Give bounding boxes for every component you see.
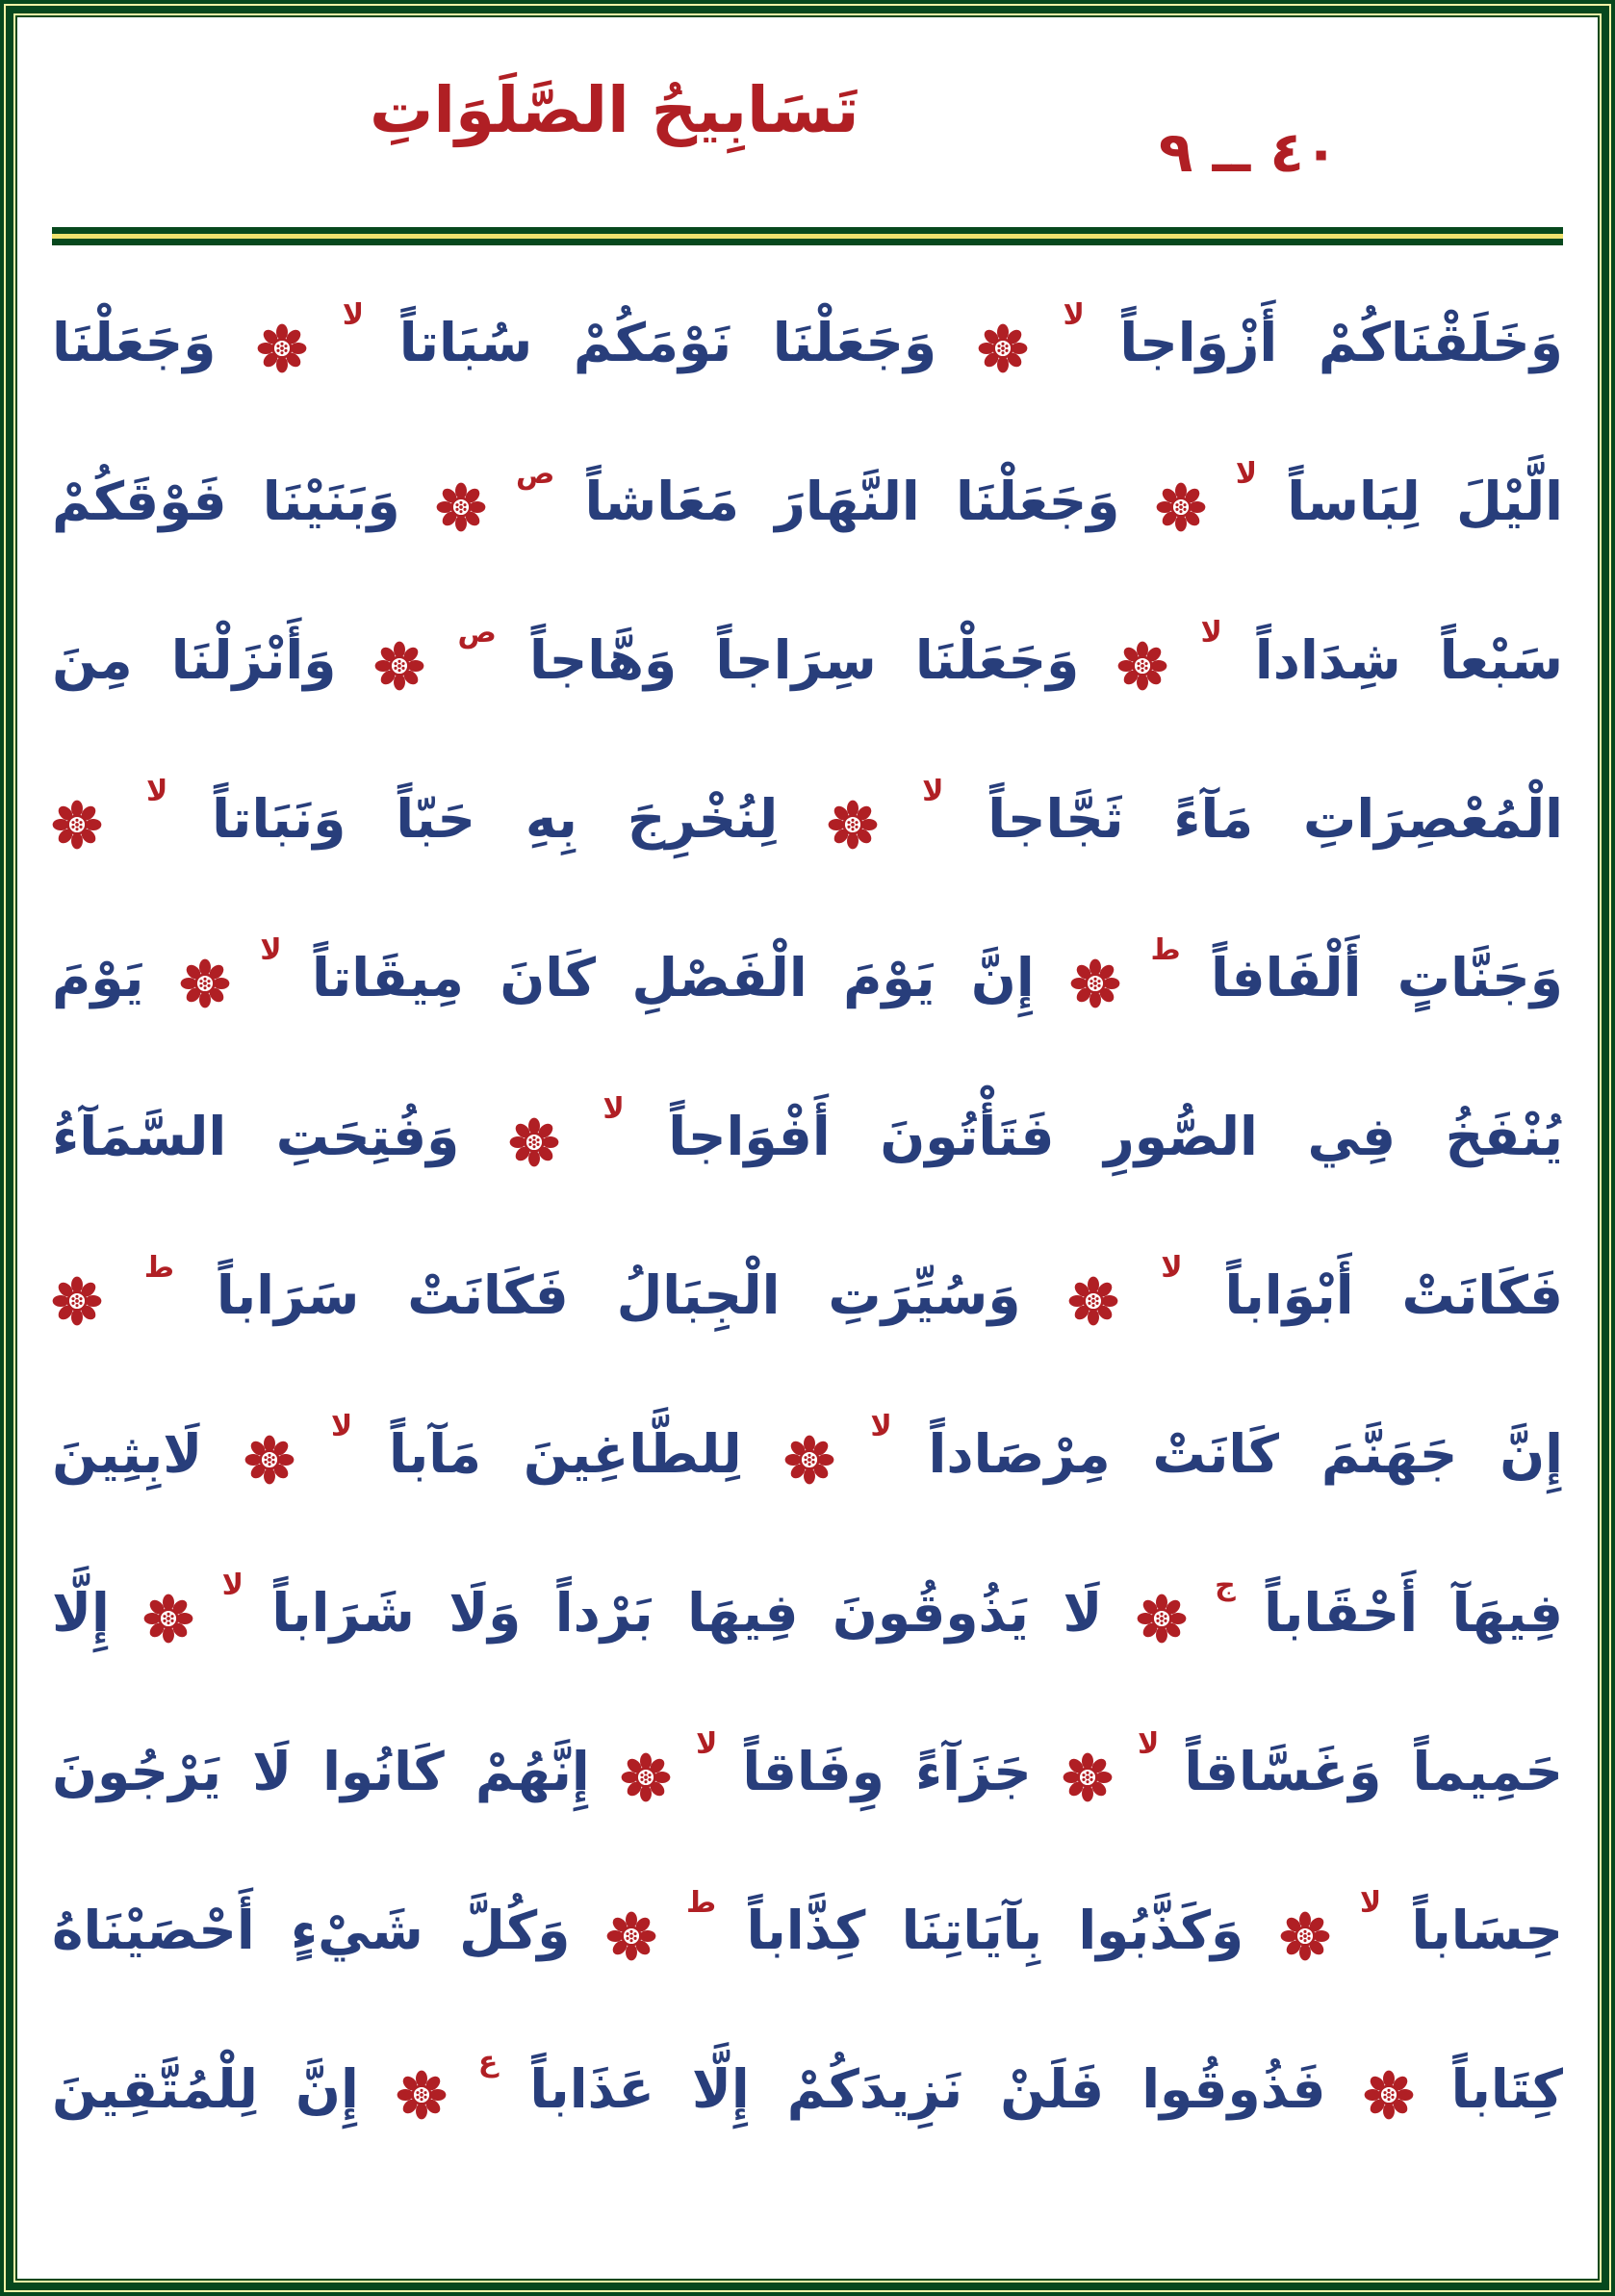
verse-word: وَهَّاجاً	[528, 629, 678, 691]
verse-word: حَبّاً	[396, 788, 475, 850]
verse-word: مَعَاشاً	[584, 471, 740, 532]
page-header	[52, 35, 1563, 227]
verse-line	[52, 1062, 1563, 1221]
verse-word: يَرْجُونَ	[52, 1741, 221, 1802]
waqf-mark: لا	[1200, 616, 1222, 650]
verse-word: وَكُلَّ	[459, 1900, 571, 1961]
verse-word: يَوْمَ	[843, 947, 936, 1008]
ayah-separator-rosette-icon	[436, 482, 486, 532]
verse-word: إِلَّا	[691, 2058, 750, 2120]
verse-word: وَخَلَقْنَاكُمْ	[1318, 312, 1563, 373]
ayah-separator-rosette-icon	[1070, 958, 1120, 1008]
waqf-mark: لا	[695, 1727, 718, 1761]
waqf-mark: ط	[686, 1886, 717, 1920]
waqf-mark: ص	[516, 457, 555, 491]
verse-word: شَرَاباً	[271, 1582, 415, 1644]
verse-word: مَآءً	[1173, 788, 1254, 850]
verse-word: إِلَّا	[52, 1582, 110, 1644]
verse-line	[52, 745, 1563, 904]
waqf-mark: ص	[457, 616, 497, 650]
page-title: تَسَابِيحُ الصَّلَوَاتِ	[370, 73, 859, 147]
verse-word: لَا	[252, 1741, 293, 1802]
ayah-separator-rosette-icon	[1364, 2070, 1414, 2120]
waqf-mark: لا	[1359, 1886, 1382, 1920]
ayah-separator-rosette-icon	[621, 1752, 671, 1802]
waqf-mark: لا	[145, 775, 168, 808]
page-content	[15, 15, 1600, 2281]
verse-word: إِنَّ	[1500, 1423, 1563, 1485]
waqf-mark: لا	[1063, 298, 1085, 332]
verse-word: أَفْوَاجاً	[668, 1106, 831, 1167]
verse-word: فِيهَآ	[1451, 1582, 1563, 1644]
waqf-mark: لا	[221, 1569, 244, 1602]
ayah-separator-rosette-icon	[52, 1276, 102, 1326]
ayah-separator-rosette-icon	[180, 958, 230, 1008]
ayah-separator-rosette-icon	[52, 800, 102, 850]
verse-word: فَذُوقُوا	[1141, 2058, 1326, 2120]
verse-word: الْفَصْلِ	[631, 947, 808, 1008]
waqf-mark: لا	[1137, 1727, 1160, 1761]
verse-word: وَجَعَلْنَا	[914, 629, 1080, 691]
verse-word: أَحْصَيْنَاهُ	[52, 1900, 255, 1961]
verse-word: وَجَعَلْنَا	[52, 312, 217, 373]
verse-word: وَأَنْزَلْنَا	[170, 629, 337, 691]
verse-word: بِهِ	[525, 788, 577, 850]
verse-word: كَانَتْ	[1152, 1423, 1280, 1485]
waqf-mark: لا	[342, 298, 365, 332]
verse-word: وَبَنَيْنَا	[262, 471, 400, 532]
verse-word: أَبْوَاباً	[1224, 1264, 1354, 1326]
verse-word: الصُّورِ	[1104, 1106, 1258, 1167]
verse-word: لِلطَّاغِينَ	[523, 1423, 742, 1485]
ayah-separator-rosette-icon	[606, 1911, 656, 1961]
verse-word: الَّيْلَ	[1455, 471, 1563, 532]
verse-line	[52, 1380, 1563, 1539]
waqf-mark: لا	[870, 1410, 892, 1443]
ayah-separator-rosette-icon	[784, 1435, 834, 1485]
frame-green-band	[6, 6, 1609, 2290]
verse-word: لَا	[1063, 1582, 1103, 1644]
ayah-separator-rosette-icon	[1156, 482, 1206, 532]
verse-word: وَغَسَّاقاً	[1184, 1741, 1382, 1802]
waqf-mark: لا	[1235, 457, 1258, 491]
verse-word: وَنَبَاتاً	[212, 788, 346, 850]
verse-line	[52, 2015, 1563, 2174]
verse-word: نَزِيدَكُمْ	[786, 2058, 963, 2120]
verse-word: نَوْمَكُمْ	[573, 312, 732, 373]
verse-word: وَجَعَلْنَا	[772, 312, 937, 373]
ayah-separator-rosette-icon	[509, 1117, 559, 1167]
verse-word: فِيهَا	[687, 1582, 799, 1644]
ayah-separator-rosette-icon	[257, 323, 307, 373]
verse-word: أَحْقَاباً	[1264, 1582, 1419, 1644]
waqf-mark: لا	[602, 1092, 625, 1126]
ayah-separator-rosette-icon	[1063, 1752, 1113, 1802]
verse-word: حِسَاباً	[1411, 1900, 1563, 1961]
verse-word: وِفَاقاً	[742, 1741, 884, 1802]
ayah-separator-rosette-icon	[828, 800, 878, 850]
verse-word: إِنَّ	[295, 2058, 359, 2120]
verse-word: فَكَانَتْ	[407, 1264, 569, 1326]
verse-word: وَفُتِحَتِ	[275, 1106, 460, 1167]
frame-yellow-line-outer	[4, 4, 1611, 2292]
waqf-mark: ج	[1215, 1569, 1236, 1602]
verse-word: الْمُعْصِرَاتِ	[1303, 788, 1563, 850]
verse-line	[52, 586, 1563, 745]
verse-word: سِرَاجاً	[715, 629, 877, 691]
waqf-mark: ط	[1150, 933, 1181, 967]
verse-word: وَجَعَلْنَا	[955, 471, 1120, 532]
verse-word: فَوْقَكُمْ	[52, 471, 227, 532]
ayah-separator-rosette-icon	[1068, 1276, 1118, 1326]
verse-line	[52, 1856, 1563, 2015]
verse-word: أَلْفَافاً	[1211, 947, 1362, 1008]
verse-word: سَبْعاً	[1439, 629, 1563, 691]
ayah-separator-rosette-icon	[143, 1594, 193, 1644]
ayah-separator-rosette-icon	[1137, 1594, 1187, 1644]
waqf-mark: ط	[143, 1251, 175, 1285]
verse-word: لِلْمُتَّقِينَ	[52, 2058, 258, 2120]
verse-word: ثَجَّاجاً	[987, 788, 1124, 850]
verse-word: مِيقَاتاً	[311, 947, 464, 1008]
verse-word: مِرْصَاداً	[928, 1423, 1111, 1485]
verse-word: فِي	[1307, 1106, 1397, 1167]
verse-word: مِنَ	[52, 629, 133, 691]
verse-word: وَكَذَّبُوا	[1078, 1900, 1244, 1961]
verse-text-block	[52, 245, 1563, 2271]
verse-word: بِآيَاتِنَا	[901, 1900, 1043, 1961]
verse-word: جَهَنَّمَ	[1320, 1423, 1458, 1485]
verse-word: حَمِيماً	[1412, 1741, 1563, 1802]
page-numbers: ٤٠ ــ ٩	[1159, 119, 1339, 185]
verse-word: يَوْمَ	[52, 947, 144, 1008]
verse-word: لَابِثِينَ	[52, 1423, 203, 1485]
verse-word: فَتَأْتُونَ	[880, 1106, 1055, 1167]
ayah-separator-rosette-icon	[1117, 641, 1167, 691]
verse-word: كَانَ	[500, 947, 596, 1008]
verse-word: إِنَّهُمْ	[474, 1741, 590, 1802]
waqf-mark: ع	[477, 2045, 499, 2079]
verse-line	[52, 1221, 1563, 1380]
verse-word: فَلَنْ	[1000, 2058, 1105, 2120]
verse-word: سُبَاتاً	[398, 312, 533, 373]
frame-yellow-line-inner	[13, 13, 1602, 2283]
verse-word: وَسُيِّرَتِ	[828, 1264, 1021, 1326]
verse-word: فَكَانَتْ	[1401, 1264, 1563, 1326]
ayah-separator-rosette-icon	[978, 323, 1028, 373]
verse-word: لِبَاساً	[1287, 471, 1421, 532]
verse-word: كِذَّاباً	[746, 1900, 866, 1961]
header-divider-rule	[52, 227, 1563, 245]
verse-line	[52, 1539, 1563, 1697]
verse-word: وَلَا	[449, 1582, 522, 1644]
verse-word: لِنُخْرِجَ	[627, 788, 779, 850]
verse-word: النَّهَارَ	[775, 471, 920, 532]
waqf-mark: لا	[922, 775, 944, 808]
verse-word: الْجِبَالُ	[616, 1264, 781, 1326]
verse-word: بَرْداً	[554, 1582, 654, 1644]
ayah-separator-rosette-icon	[374, 641, 424, 691]
waqf-mark: لا	[330, 1410, 353, 1443]
verse-word: كَانُوا	[322, 1741, 445, 1802]
ayah-separator-rosette-icon	[1280, 1911, 1330, 1961]
verse-word: كِتَاباً	[1450, 2058, 1563, 2120]
ayah-separator-rosette-icon	[397, 2070, 447, 2120]
verse-word: يُنْفَخُ	[1445, 1106, 1563, 1167]
verse-line	[52, 904, 1563, 1062]
verse-word: مَآباً	[388, 1423, 481, 1485]
waqf-mark: لا	[1161, 1251, 1183, 1285]
verse-word: شِدَاداً	[1254, 629, 1401, 691]
verse-word: جَزَآءً	[914, 1741, 1032, 1802]
waqf-mark: لا	[260, 933, 282, 967]
verse-line	[52, 427, 1563, 586]
verse-line	[52, 268, 1563, 427]
verse-line	[52, 1697, 1563, 1856]
verse-word: سَرَاباً	[216, 1264, 360, 1326]
verse-word: عَذَاباً	[529, 2058, 654, 2120]
verse-word: وَجَنَّاتٍ	[1397, 947, 1563, 1008]
verse-word: شَيْءٍ	[291, 1900, 423, 1961]
ayah-separator-rosette-icon	[244, 1435, 295, 1485]
verse-word: أَزْوَاجاً	[1119, 312, 1278, 373]
verse-word: السَّمَآءُ	[52, 1106, 227, 1167]
verse-word: يَذُوقُونَ	[832, 1582, 1029, 1644]
verse-word: إِنَّ	[970, 947, 1035, 1008]
